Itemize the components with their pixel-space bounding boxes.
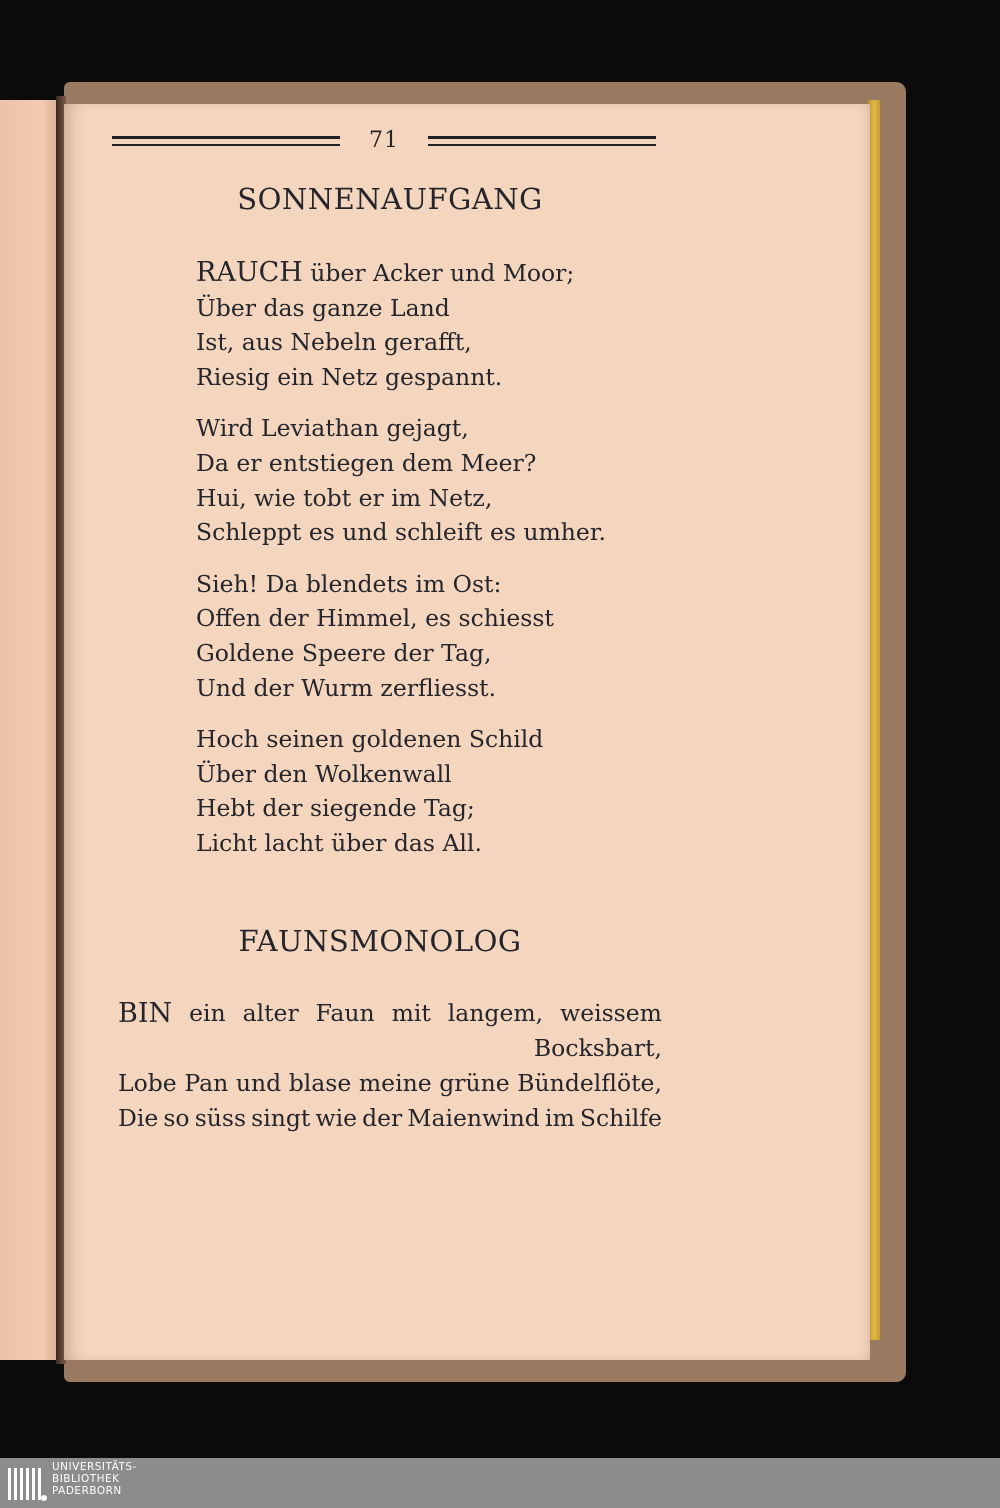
poem-body-faunsmonolog (118, 996, 662, 1136)
line-text: Wird Leviathan gejagt, (196, 414, 469, 443)
word: und (235, 1069, 282, 1097)
word: weissem (560, 999, 662, 1027)
line-text: Und der Wurm zerfliesst. (196, 673, 497, 702)
poem-line (196, 411, 606, 446)
left-page (0, 100, 60, 1360)
poem-title: FAUNSMONOLOG (238, 924, 522, 958)
stanza (196, 256, 606, 394)
word: BIN (118, 998, 173, 1029)
poem-line (196, 636, 606, 671)
page-number: 71 (369, 128, 399, 153)
library-name-line: UNIVERSITÄTS- (52, 1461, 137, 1473)
word: meine (358, 1069, 432, 1097)
word: der (362, 1104, 403, 1132)
poem-line (196, 291, 606, 326)
header-rule-right (428, 136, 656, 146)
word: mit (391, 999, 431, 1027)
word: wie (315, 1104, 357, 1132)
poem-line (118, 1101, 662, 1136)
poem-line (196, 360, 606, 395)
poem-line (196, 256, 606, 291)
word: Bündelflöte, (517, 1069, 662, 1097)
word: Schilfe (579, 1104, 662, 1132)
initial-capitals: RAUCH (196, 257, 303, 288)
line-text: über Acker und Moor; (302, 259, 575, 287)
word: ein (189, 999, 226, 1027)
line-text: Hebt der siegende Tag; (196, 794, 475, 823)
line-text: Da er entstiegen dem Meer? (196, 448, 537, 477)
word: im (544, 1104, 575, 1132)
word: langem, (447, 999, 544, 1027)
word: Pan (184, 1069, 229, 1097)
word: so (163, 1104, 190, 1132)
poem-line (196, 826, 606, 861)
page-header (112, 128, 656, 158)
line-text: Sieh! Da blendets im Ost: (196, 569, 502, 598)
line-text: Hoch seinen goldenen Schild (196, 725, 544, 754)
poem-line-continuation: Bocksbart, (533, 1034, 662, 1062)
library-logo-icon (6, 1462, 48, 1504)
poem-line (196, 515, 606, 550)
line-text: Hui, wie tobt er im Netz, (196, 483, 493, 512)
poem-line (196, 757, 606, 792)
library-footer (0, 1458, 1000, 1508)
word: süss (194, 1104, 247, 1132)
line-text: Offen der Himmel, es schiesst (196, 604, 554, 633)
library-name (52, 1461, 137, 1497)
poem-title: SONNENAUFGANG (237, 182, 543, 216)
poem-line (196, 671, 606, 706)
stanza (196, 722, 606, 860)
line-text: Schleppt es und schleift es umher. (196, 518, 606, 547)
poem-line (118, 1066, 662, 1101)
poem-body (196, 256, 606, 878)
poem-line (196, 601, 606, 636)
poem-line (196, 567, 606, 602)
word: Maienwind (407, 1104, 540, 1132)
line-text: Riesig ein Netz gespannt. (196, 362, 503, 391)
line-text: Über das ganze Land (196, 293, 450, 322)
poem-line (196, 791, 606, 826)
word: blase (288, 1069, 352, 1097)
stanza (196, 567, 606, 705)
word: grüne (439, 1069, 510, 1097)
poem-line (196, 722, 606, 757)
line-text: Über den Wolkenwall (196, 759, 452, 788)
line-text: Ist, aus Nebeln gerafft, (196, 328, 472, 357)
library-name-line: BIBLIOTHEK (52, 1473, 120, 1485)
word: Faun (315, 999, 375, 1027)
line-text: Goldene Speere der Tag, (196, 638, 492, 667)
stanza (196, 411, 606, 549)
word: Die (118, 1104, 159, 1132)
library-name-line: PADERBORN (52, 1485, 122, 1497)
poem-line (196, 325, 606, 360)
poem-line (196, 481, 606, 516)
word: Lobe (118, 1069, 177, 1097)
word: alter (242, 999, 299, 1027)
line-text: Licht lacht über das All. (196, 828, 482, 857)
poem-line (118, 996, 662, 1031)
word: singt (251, 1104, 311, 1132)
poem-line (196, 446, 606, 481)
